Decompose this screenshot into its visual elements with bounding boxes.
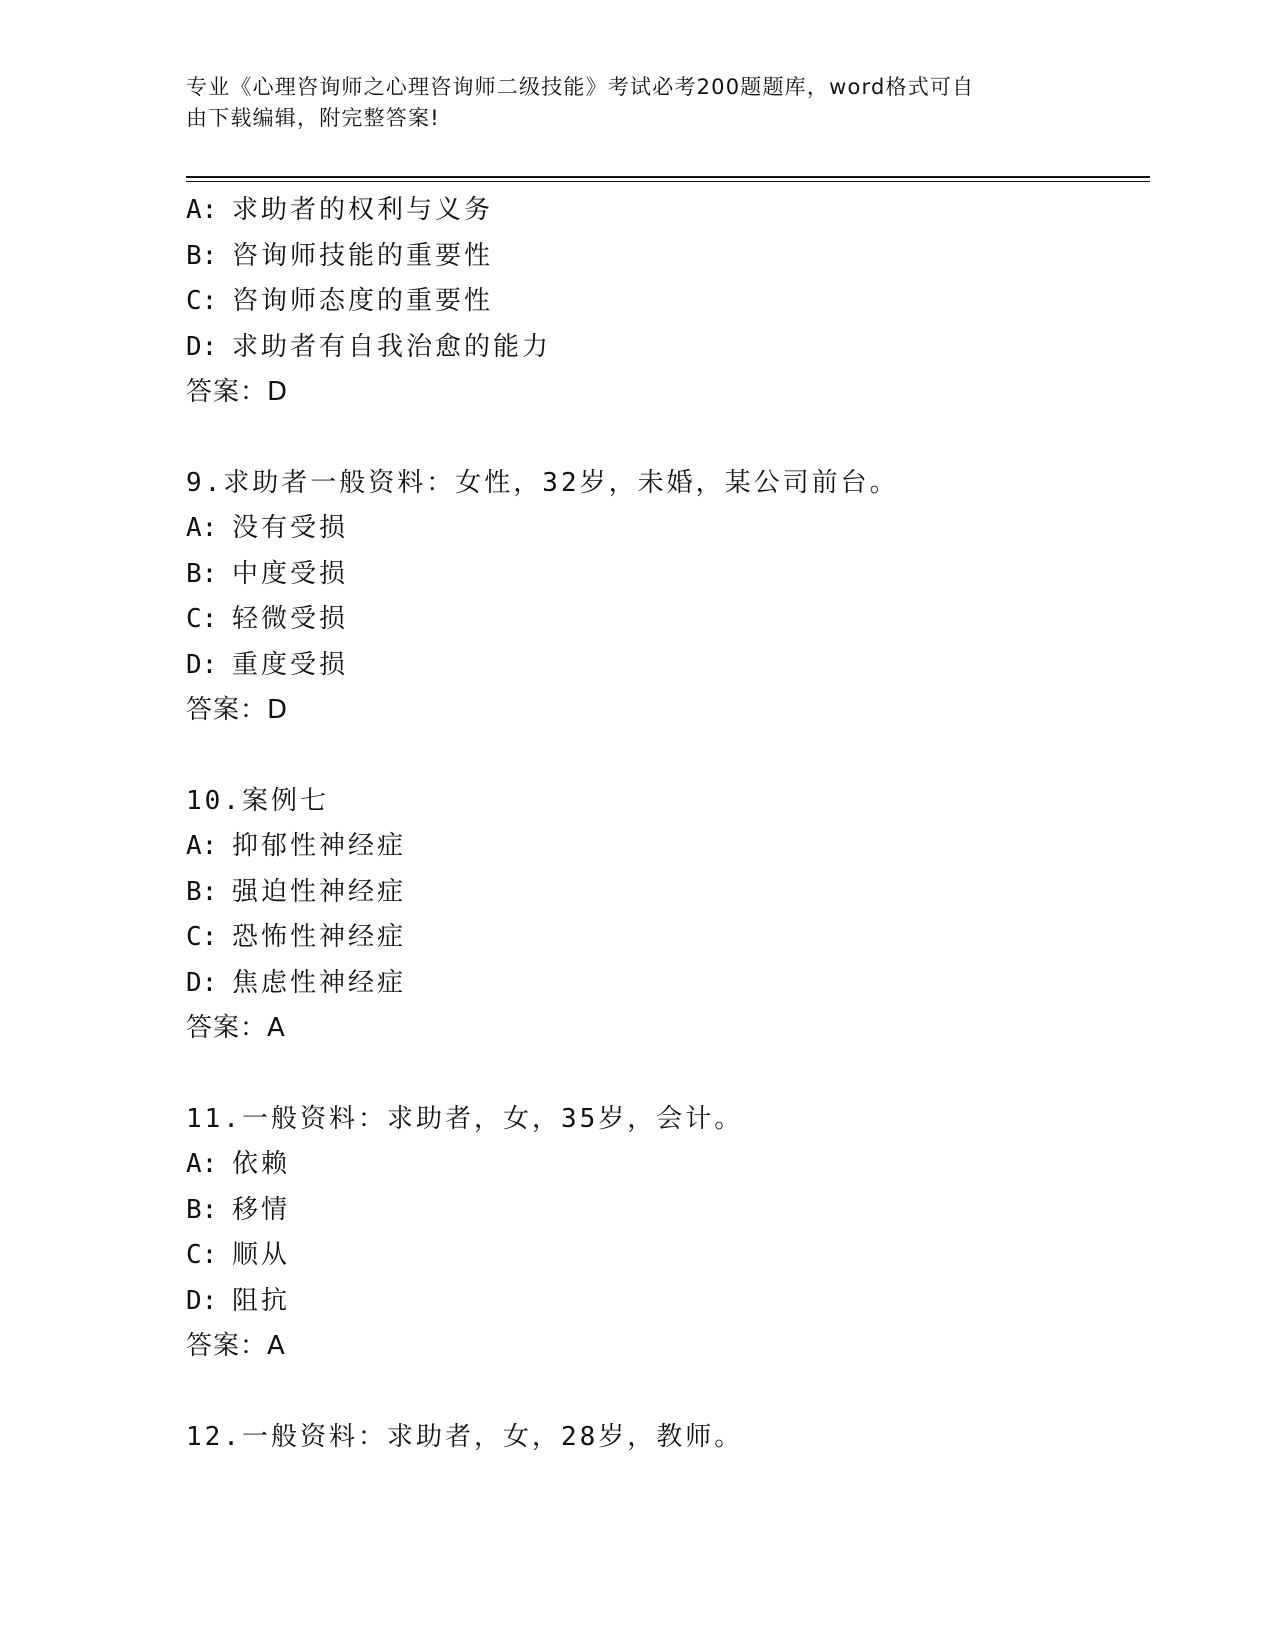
header-divider-thick (186, 176, 1150, 178)
option-d (186, 1279, 1150, 1325)
option-text: 顺从 (232, 1240, 291, 1270)
option-a (186, 1142, 1150, 1188)
option-text: 咨询师态度的重要性 (232, 286, 494, 316)
option-key: A: (186, 831, 218, 861)
option-key: D: (186, 967, 218, 998)
option-key: C: (186, 1240, 218, 1270)
question-text: 9.求助者一般资料：女性，32岁，未婚，某公司前台。 (186, 467, 899, 498)
option-d (186, 325, 1150, 371)
option-text: 重度受损 (232, 649, 349, 680)
answer-line: 答案：A (186, 1013, 286, 1043)
question-text: 11.一般资料：求助者，女，35岁，会计。 (186, 1103, 744, 1134)
header-line-2: 由下载编辑，附完整答案! (186, 106, 440, 130)
option-text: 抑郁性神经症 (232, 831, 407, 861)
option-c (186, 1233, 1150, 1279)
question-block (186, 1415, 1150, 1461)
option-key: A: (186, 513, 218, 543)
option-c (186, 915, 1150, 961)
header-line-1: 专业《心理咨询师之心理咨询师二级技能》考试必考200题题库，word格式可自 (186, 75, 975, 99)
option-a (186, 506, 1150, 552)
option-d (186, 643, 1150, 689)
option-key: D: (186, 649, 218, 680)
answer-line: 答案：D (186, 377, 289, 407)
question-block (186, 188, 1150, 416)
option-key: B: (186, 876, 218, 907)
option-key: C: (186, 286, 218, 316)
option-text: 求助者有自我治愈的能力 (232, 331, 552, 362)
option-b (186, 1188, 1150, 1234)
option-text: 强迫性神经症 (232, 876, 407, 907)
option-b (186, 870, 1150, 916)
question-text: 12.一般资料：求助者，女，28岁，教师。 (186, 1421, 744, 1452)
option-key: B: (186, 558, 218, 589)
option-key: B: (186, 1194, 218, 1225)
question-block (186, 461, 1150, 734)
option-text: 咨询师技能的重要性 (232, 240, 494, 271)
option-c (186, 597, 1150, 643)
option-key: A: (186, 1149, 218, 1179)
option-key: A: (186, 195, 218, 225)
document-header (186, 72, 1066, 134)
option-key: D: (186, 1285, 218, 1316)
option-text: 移情 (232, 1194, 291, 1225)
option-key: B: (186, 240, 218, 271)
option-text: 中度受损 (232, 558, 349, 589)
option-key: C: (186, 922, 218, 952)
option-text: 阻抗 (232, 1285, 291, 1316)
answer-line: 答案：D (186, 695, 289, 725)
option-text: 依赖 (232, 1149, 291, 1179)
option-b (186, 552, 1150, 598)
option-text: 焦虑性神经症 (232, 967, 407, 998)
option-b (186, 234, 1150, 280)
question-list (186, 188, 1150, 1460)
option-key: C: (186, 604, 218, 634)
option-c (186, 279, 1150, 325)
question-text: 10.案例七 (186, 785, 329, 816)
question-block (186, 779, 1150, 1052)
header-divider-thin (186, 181, 1150, 182)
option-text: 求助者的权利与义务 (232, 195, 494, 225)
option-key: D: (186, 331, 218, 362)
option-text: 轻微受损 (232, 604, 349, 634)
question-block (186, 1097, 1150, 1370)
option-a (186, 824, 1150, 870)
option-d (186, 961, 1150, 1007)
option-a (186, 188, 1150, 234)
option-text: 恐怖性神经症 (232, 922, 407, 952)
answer-line: 答案：A (186, 1331, 286, 1361)
option-text: 没有受损 (232, 513, 349, 543)
